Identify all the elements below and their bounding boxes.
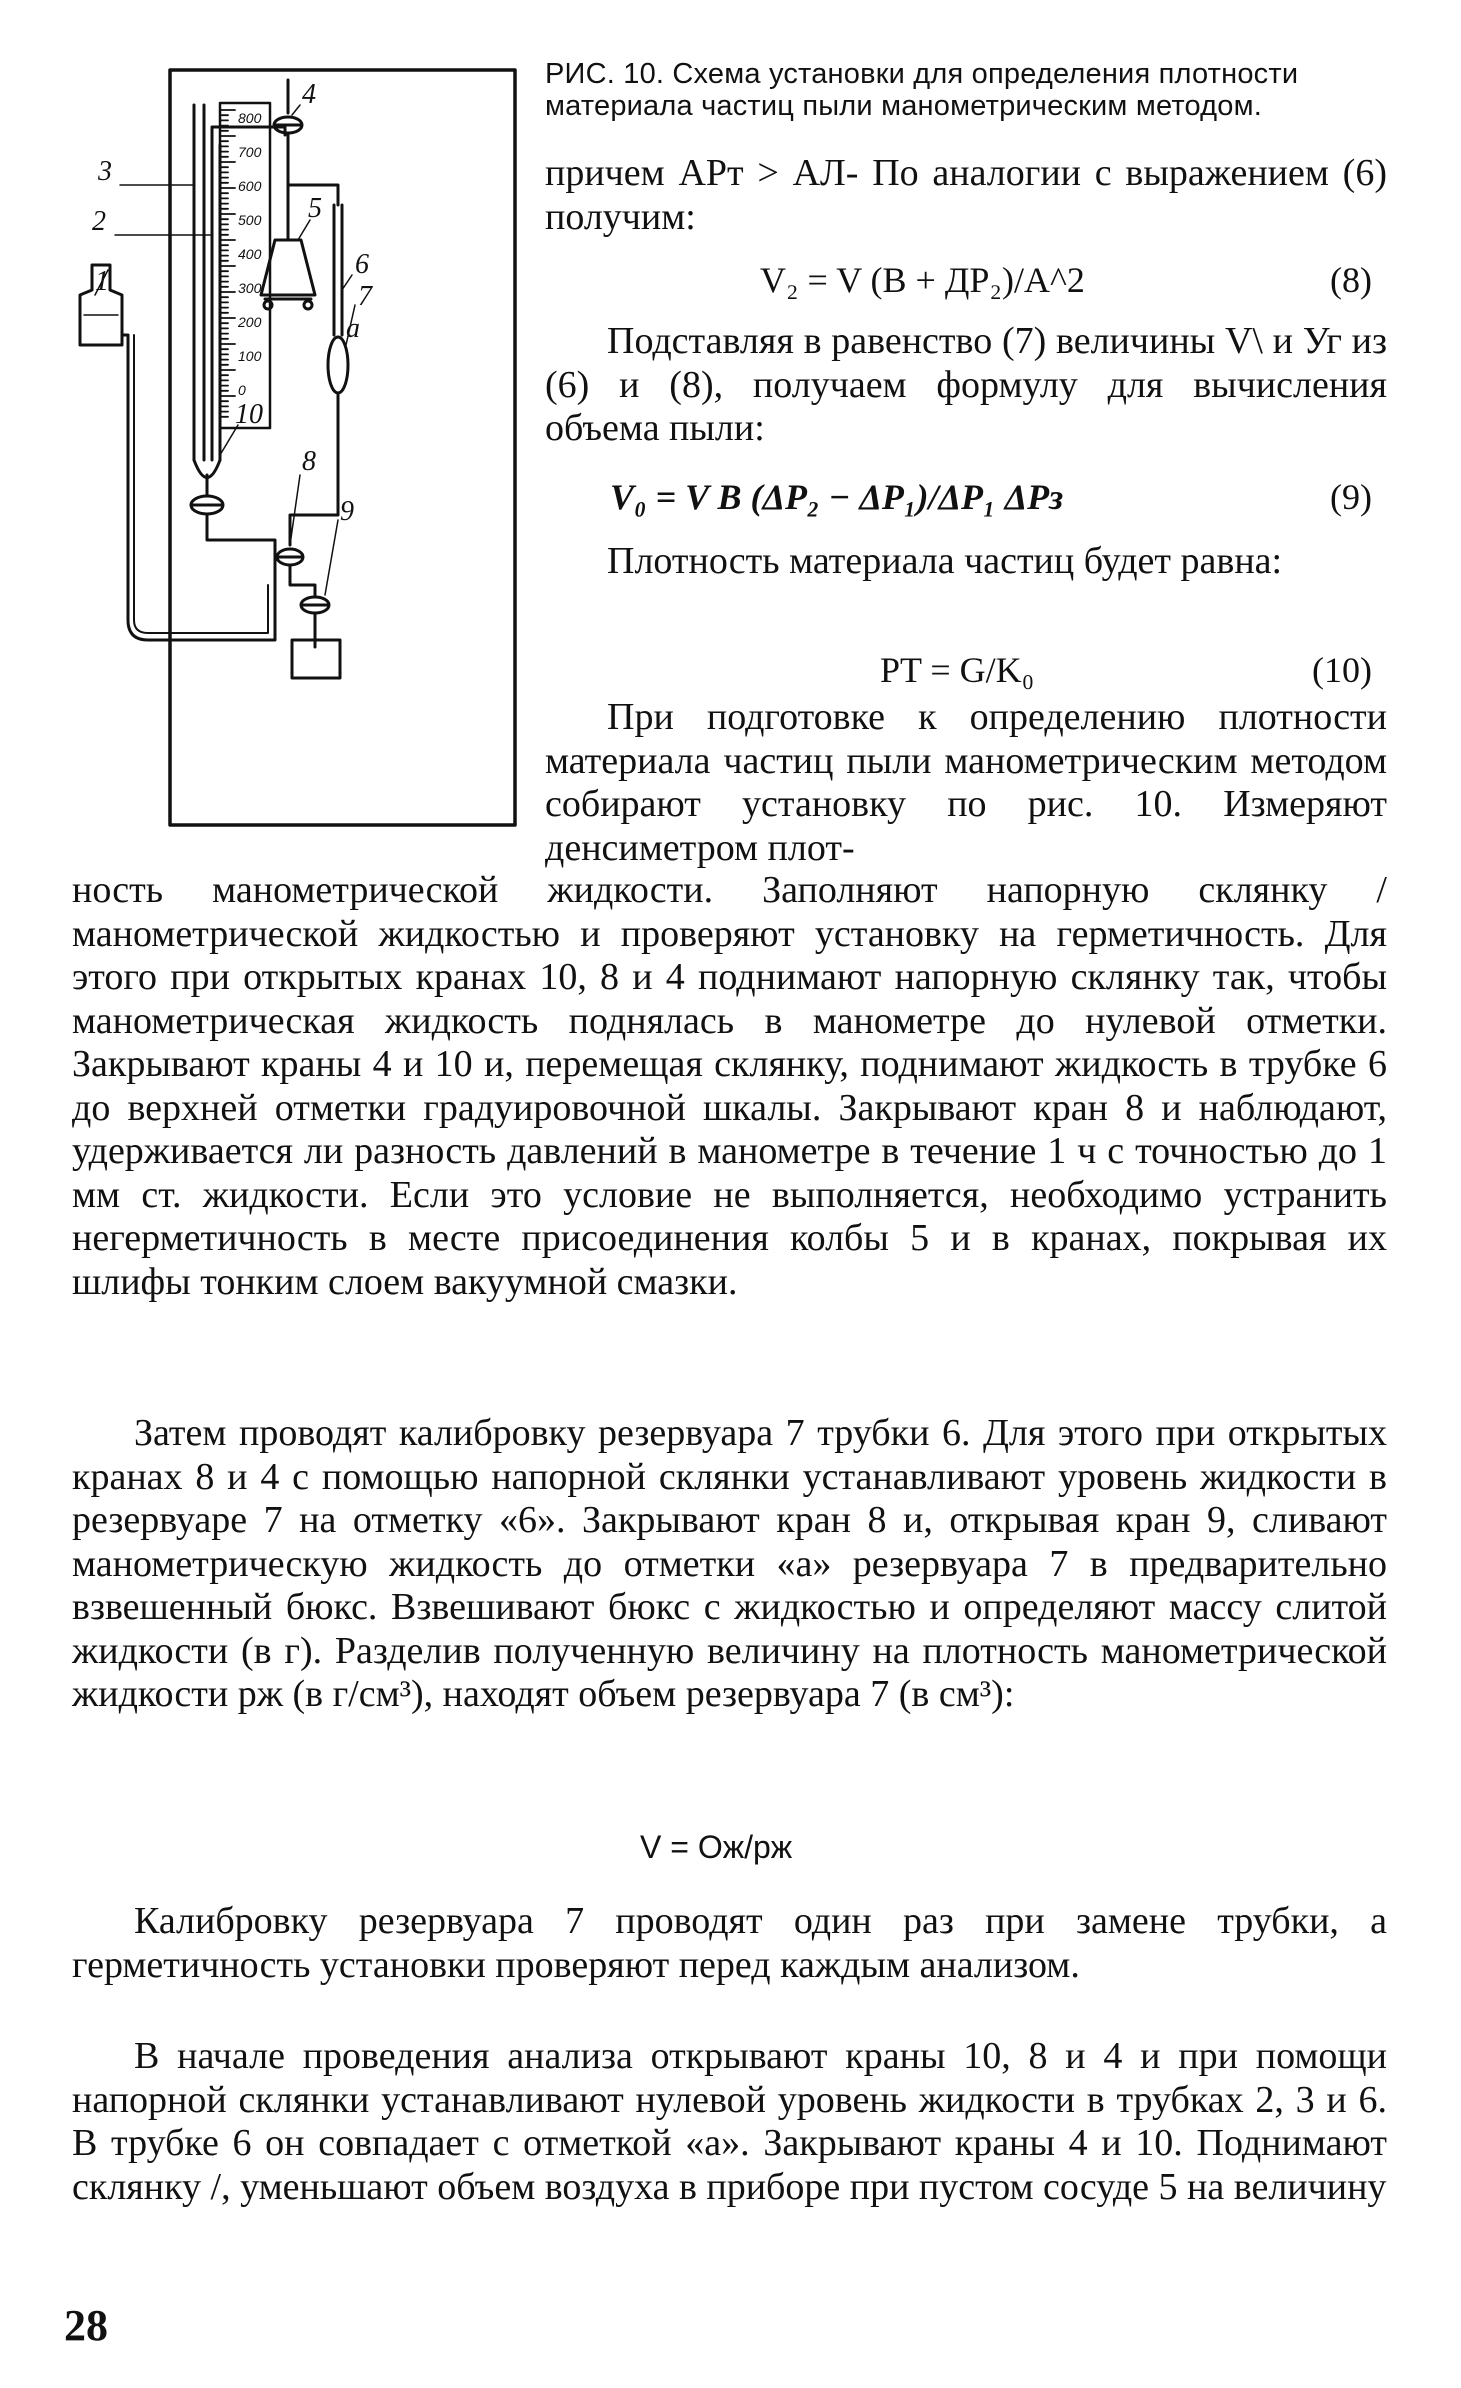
scale-tick-label: 100 bbox=[238, 348, 262, 364]
scale-tick-label: 0 bbox=[238, 382, 246, 398]
formula-volume: V = Ож/рж bbox=[640, 1829, 793, 1865]
label-3: 3 bbox=[98, 156, 112, 187]
paragraph-4-continued: ность манометрической жидкости. Заполняют напорную склянку / манометрической жидкостью и проверяют установку на герметичность. Для этого при открытых кранах 10, 8 и 4 поднимают напорную склянку так, чтобы манометрическая жидкость поднялась в манометре до нулевой отметки. Закрывают краны 4 и 10 и, перемещая склянку, поднимают жидкость в трубке 6 до верхней отметки градуировочной шкалы. Закрывают кран 8 и наблюдают, удерживается ли разность давлений в манометре в течение 1 ч с точностью до 1 мм ст. жидкости. Если это условие не выполняется, необходимо устранить негерметичность в месте присоединения колбы 5 и в кранах, покрывая их шлифы тонким слоем вакуумной смазки. bbox=[72, 869, 1387, 1303]
scale-tick-label: 500 bbox=[238, 212, 262, 228]
connector-9 bbox=[290, 565, 315, 595]
scale-tick-label: 800 bbox=[238, 110, 262, 126]
paragraph-5: Затем проводят калибровку резервуара 7 трубки 6. Для этого при открытых кранах 8 и 4 с помощью напорной склянки устанавливают уровень жидкости в резервуаре 7 на отметку «6». Закрывают кран 8 и, открывая кран 9, сливают манометрическую жидкость до отметки «а» резервуара 7 в предварительно взвешенный бюкс. Взвешивают бюкс с жидкостью и определяют массу слитой жидкости (в г). Разделив полученную величину на плотность манометрической жидкости рж (в г/см³), находят объем резервуара 7 (в см³): bbox=[72, 1412, 1387, 1715]
lower-connector bbox=[207, 515, 275, 555]
paragraph-2: Подставляя в равенство (7) величины V\ и Уг из (6) и (8), получаем формулу для вычисления объема пыли: bbox=[545, 320, 1387, 449]
formula-8-number: (8) bbox=[1330, 260, 1372, 300]
scale-tick-label: 400 bbox=[238, 246, 262, 262]
formula-9: V₀ = V B (ΔP₂ − ΔP₁)/ΔP₁ ΔPз bbox=[610, 477, 1064, 517]
label-6: 6 bbox=[355, 249, 369, 280]
flask-5-clamp-left bbox=[264, 301, 272, 309]
scale-tick-label: 700 bbox=[238, 144, 262, 160]
label-2: 2 bbox=[92, 206, 106, 237]
formula-10-number: (10) bbox=[1312, 650, 1372, 690]
apparatus-figure bbox=[70, 65, 540, 835]
label-8: 8 bbox=[302, 446, 316, 477]
scale-tick-label: 200 bbox=[238, 314, 262, 330]
connector-8 bbox=[290, 495, 338, 545]
page-number: 28 bbox=[64, 2301, 108, 2350]
label-1: 1 bbox=[95, 266, 109, 297]
apparatus-diagram bbox=[70, 65, 540, 835]
label-10: 10 bbox=[235, 399, 263, 430]
label-4: 4 bbox=[302, 79, 316, 110]
connecting-hose bbox=[122, 335, 275, 640]
paragraph-1: причем АРт > АЛ- По аналогии с выражением (6) получим: bbox=[545, 152, 1387, 238]
label-a: a bbox=[346, 313, 360, 344]
label-9: 9 bbox=[340, 496, 354, 527]
paragraph-3: Плотность материала частиц будет равна: bbox=[607, 540, 1283, 582]
reservoir-7 bbox=[328, 337, 348, 393]
formula-9-number: (9) bbox=[1330, 477, 1372, 517]
paragraph-7: В начале проведения анализа открывают краны 10, 8 и 4 и при помощи напорной склянки устанавливают нулевой уровень жидкости в трубках 2, 3 и 6. В трубке 6 он совпадает с отметкой «а». Закрывают краны 4 и 10. Поднимают склянку /, уменьшают объем воздуха в приборе при пустом сосуде 5 на величину bbox=[72, 2035, 1387, 2208]
paragraph-6: Калибровку резервуара 7 проводят один раз при замене трубки, а герметичность установки проверяют перед каждым анализом. bbox=[72, 1900, 1387, 1986]
flask-5-clamp-right bbox=[304, 301, 312, 309]
figure-caption: РИС. 10. Схема установки для определения плотности материала частиц пыли манометрическим методом. bbox=[545, 58, 1299, 122]
label-7: 7 bbox=[358, 281, 372, 312]
formula-10: PT = G/K₀ bbox=[880, 650, 1035, 690]
scale-tick-label: 600 bbox=[238, 178, 262, 194]
scale-ticks bbox=[220, 110, 235, 417]
scale-tick-label: 300 bbox=[238, 280, 262, 296]
label-5: 5 bbox=[308, 193, 322, 224]
leader-9 bbox=[325, 520, 338, 595]
connecting-hose-inner bbox=[134, 335, 268, 633]
leader-4 bbox=[292, 105, 300, 115]
formula-8: V₂ = V (В + ДР₂)/А^2 bbox=[760, 260, 1085, 300]
paragraph-4-start: При подготовке к определению плотности материала частиц пыли манометрическим методом собирают установку по рис. 10. Измеряют денсиметром плот- bbox=[545, 696, 1387, 869]
leader-8 bbox=[290, 475, 300, 545]
